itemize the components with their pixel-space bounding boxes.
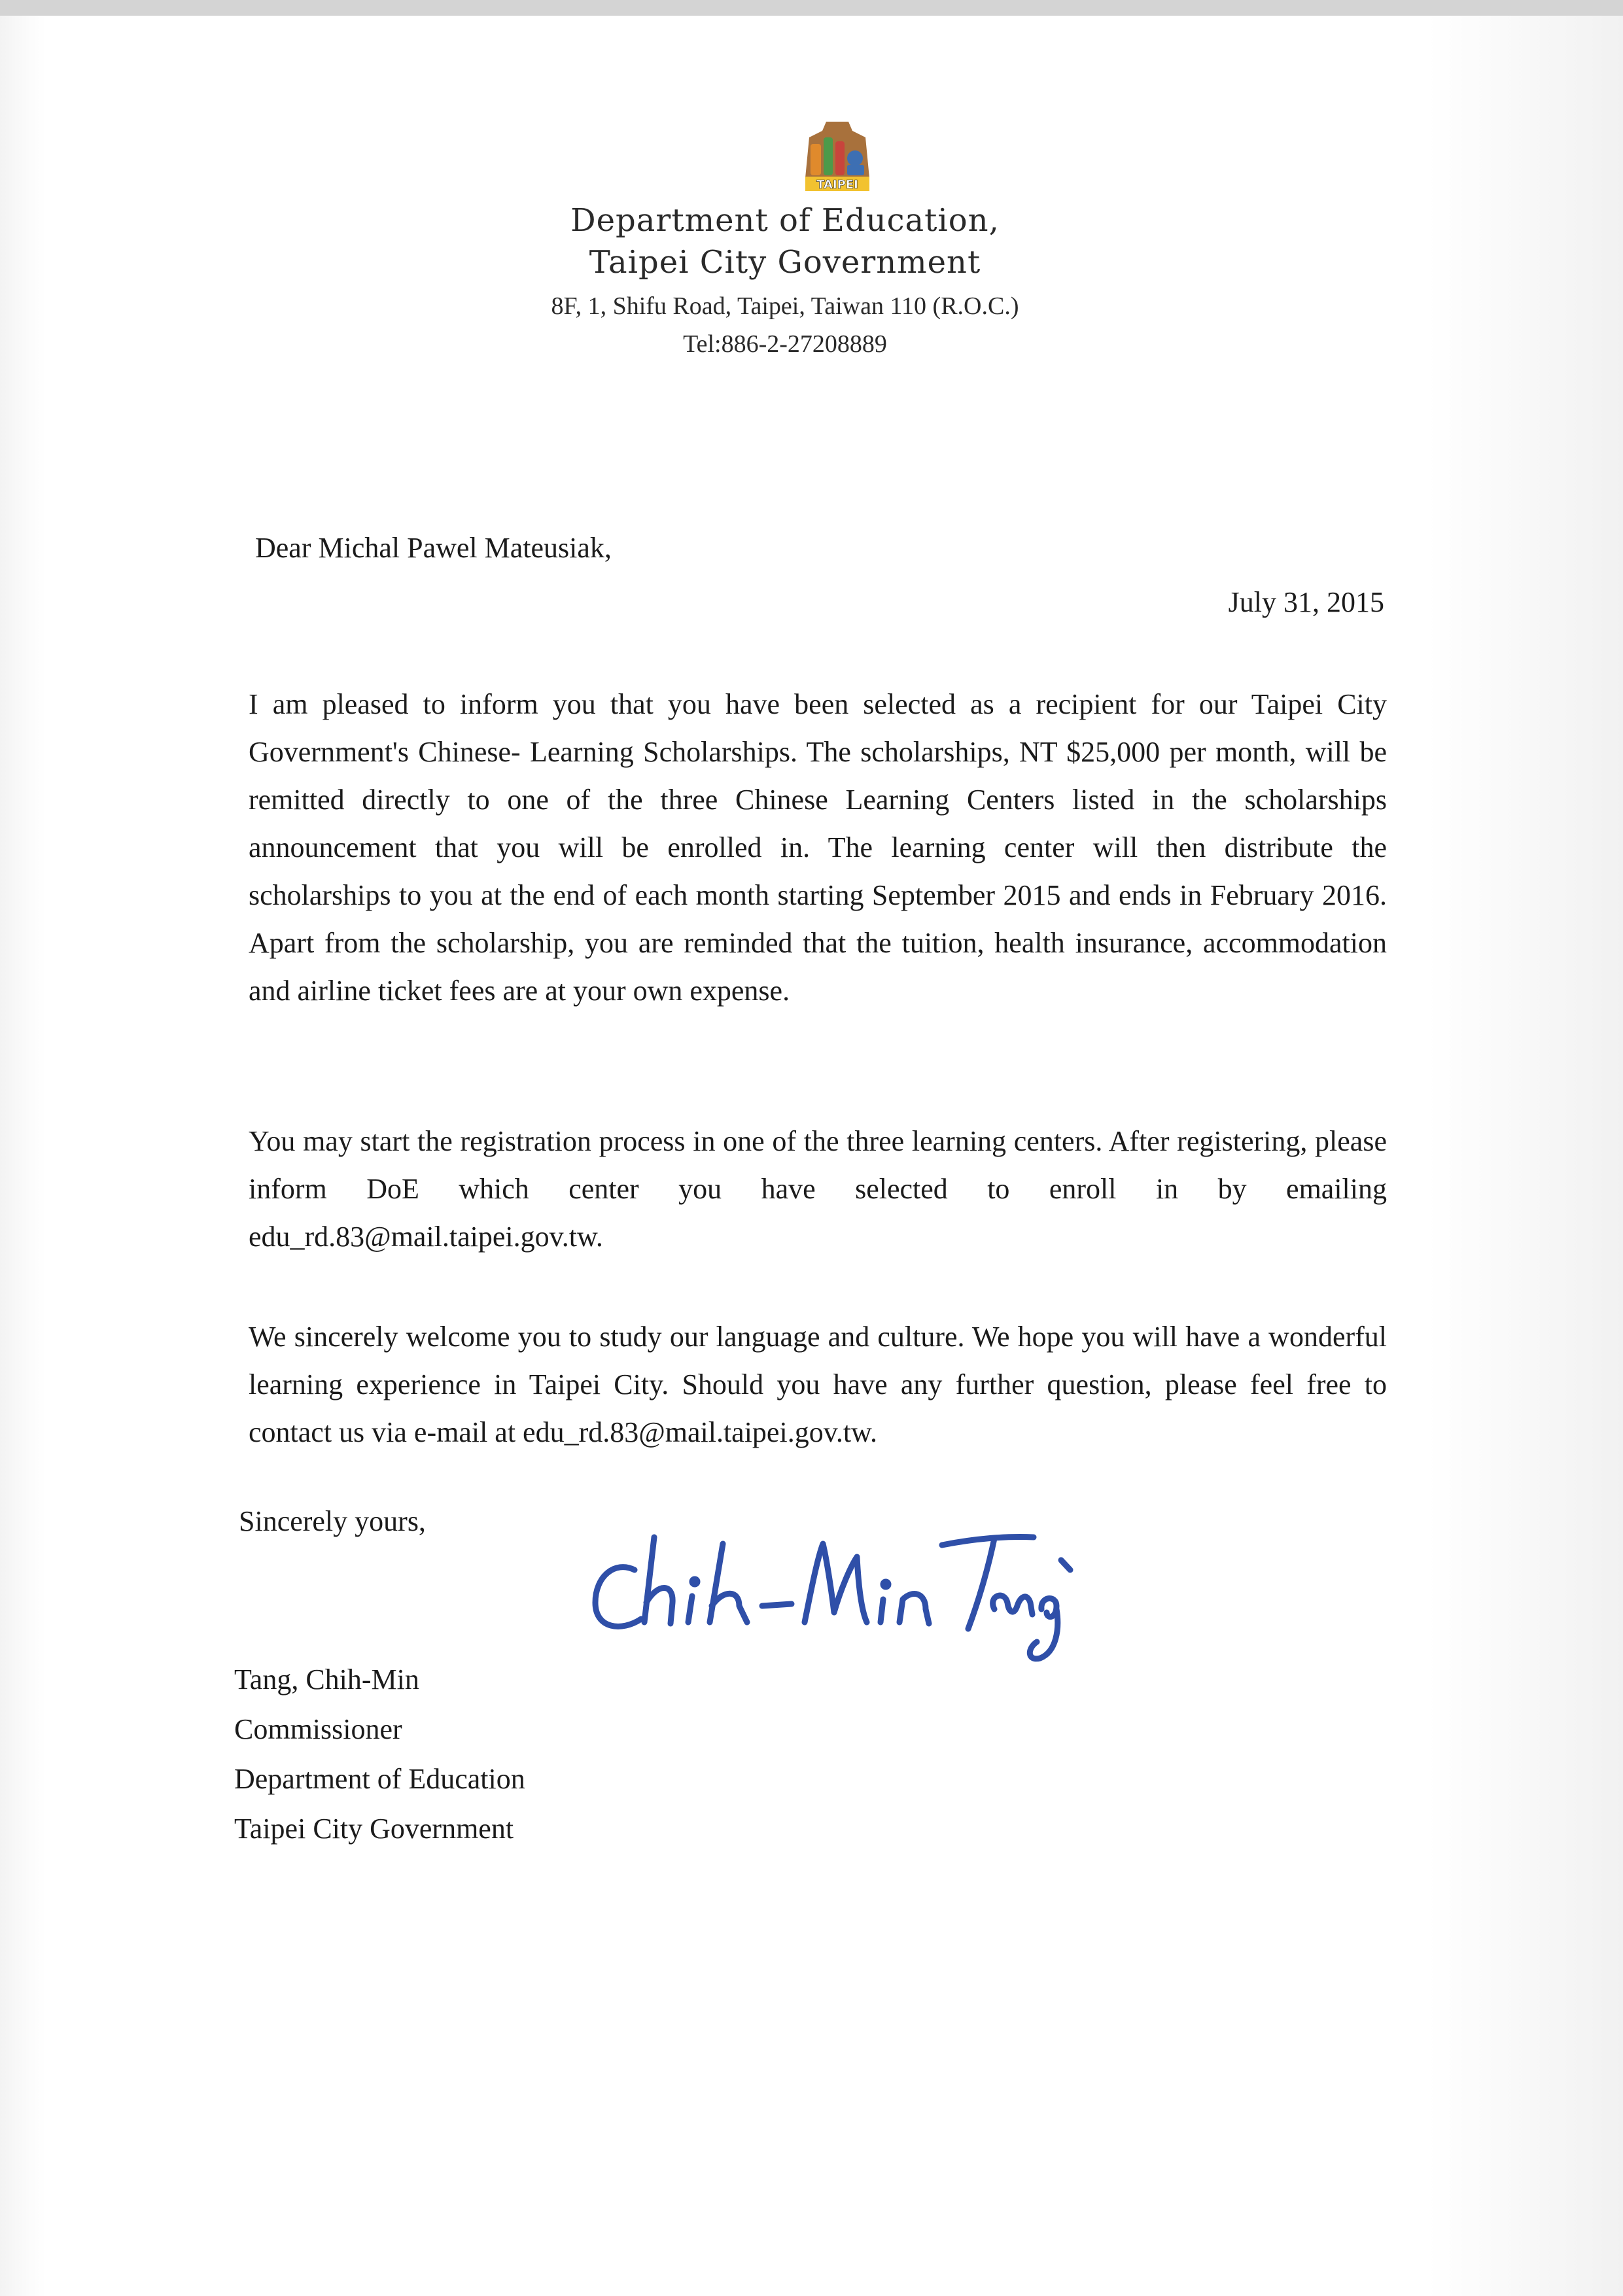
signatory-government: Taipei City Government bbox=[234, 1813, 514, 1845]
scan-edge-left bbox=[0, 16, 46, 2296]
signatory-block bbox=[234, 1655, 525, 1854]
signatory-title: Commissioner bbox=[234, 1713, 402, 1745]
salutation: Dear Michal Pawel Mateusiak, bbox=[255, 532, 612, 564]
org-name-line1: Department of Education, bbox=[570, 202, 1000, 239]
org-telephone: Tel:886-2-27208889 bbox=[683, 330, 887, 358]
scan-edge-right bbox=[1427, 16, 1623, 2296]
handwritten-signature bbox=[576, 1498, 1112, 1668]
signatory-department: Department of Education bbox=[234, 1763, 525, 1795]
scan-edge-top bbox=[0, 0, 1623, 16]
org-address: 8F, 1, Shifu Road, Taipei, Taiwan 110 (R.O.C.) bbox=[551, 292, 1019, 320]
paragraph-scholarship-notice: I am pleased to inform you that you have been selected as a recipient for our Taipei City Government's Chinese- Learning Scholarships. The scholarships, NT $25,000 per month, will be remitted directly to one of the three Chinese Learning Centers listed in the scholarships announcement that you will be enrolled in. The learning center will then distribute the scholarships to you at the end of each month starting September 2015 and ends in February 2016. Apart from the scholarship, you are reminded that the tuition, health insurance, accommodation and airline ticket fees are at your own expense. bbox=[249, 688, 1387, 1007]
letter-date: July 31, 2015 bbox=[1228, 586, 1384, 618]
org-name-line2: Taipei City Government bbox=[589, 244, 981, 281]
signatory-name: Tang, Chih-Min bbox=[234, 1663, 419, 1696]
closing: Sincerely yours, bbox=[239, 1505, 426, 1537]
logo-text: TAIPEI bbox=[816, 178, 858, 192]
paragraph-welcome: We sincerely welcome you to study our language and culture. We hope you will have a wonderful learning experience in Taipei City. Should you have any further question, please feel free to contact us via e-mail at edu_rd.83@mail.taipei.gov.tw. bbox=[249, 1321, 1387, 1448]
paragraph-registration: You may start the registration process in one of the three learning centers. After registering, please inform DoE which center you have selected to enroll in by emailing edu_rd.83@mail.taipei.gov.tw. bbox=[249, 1125, 1387, 1253]
letterhead bbox=[458, 200, 1112, 363]
taipei-logo-icon bbox=[801, 118, 873, 196]
